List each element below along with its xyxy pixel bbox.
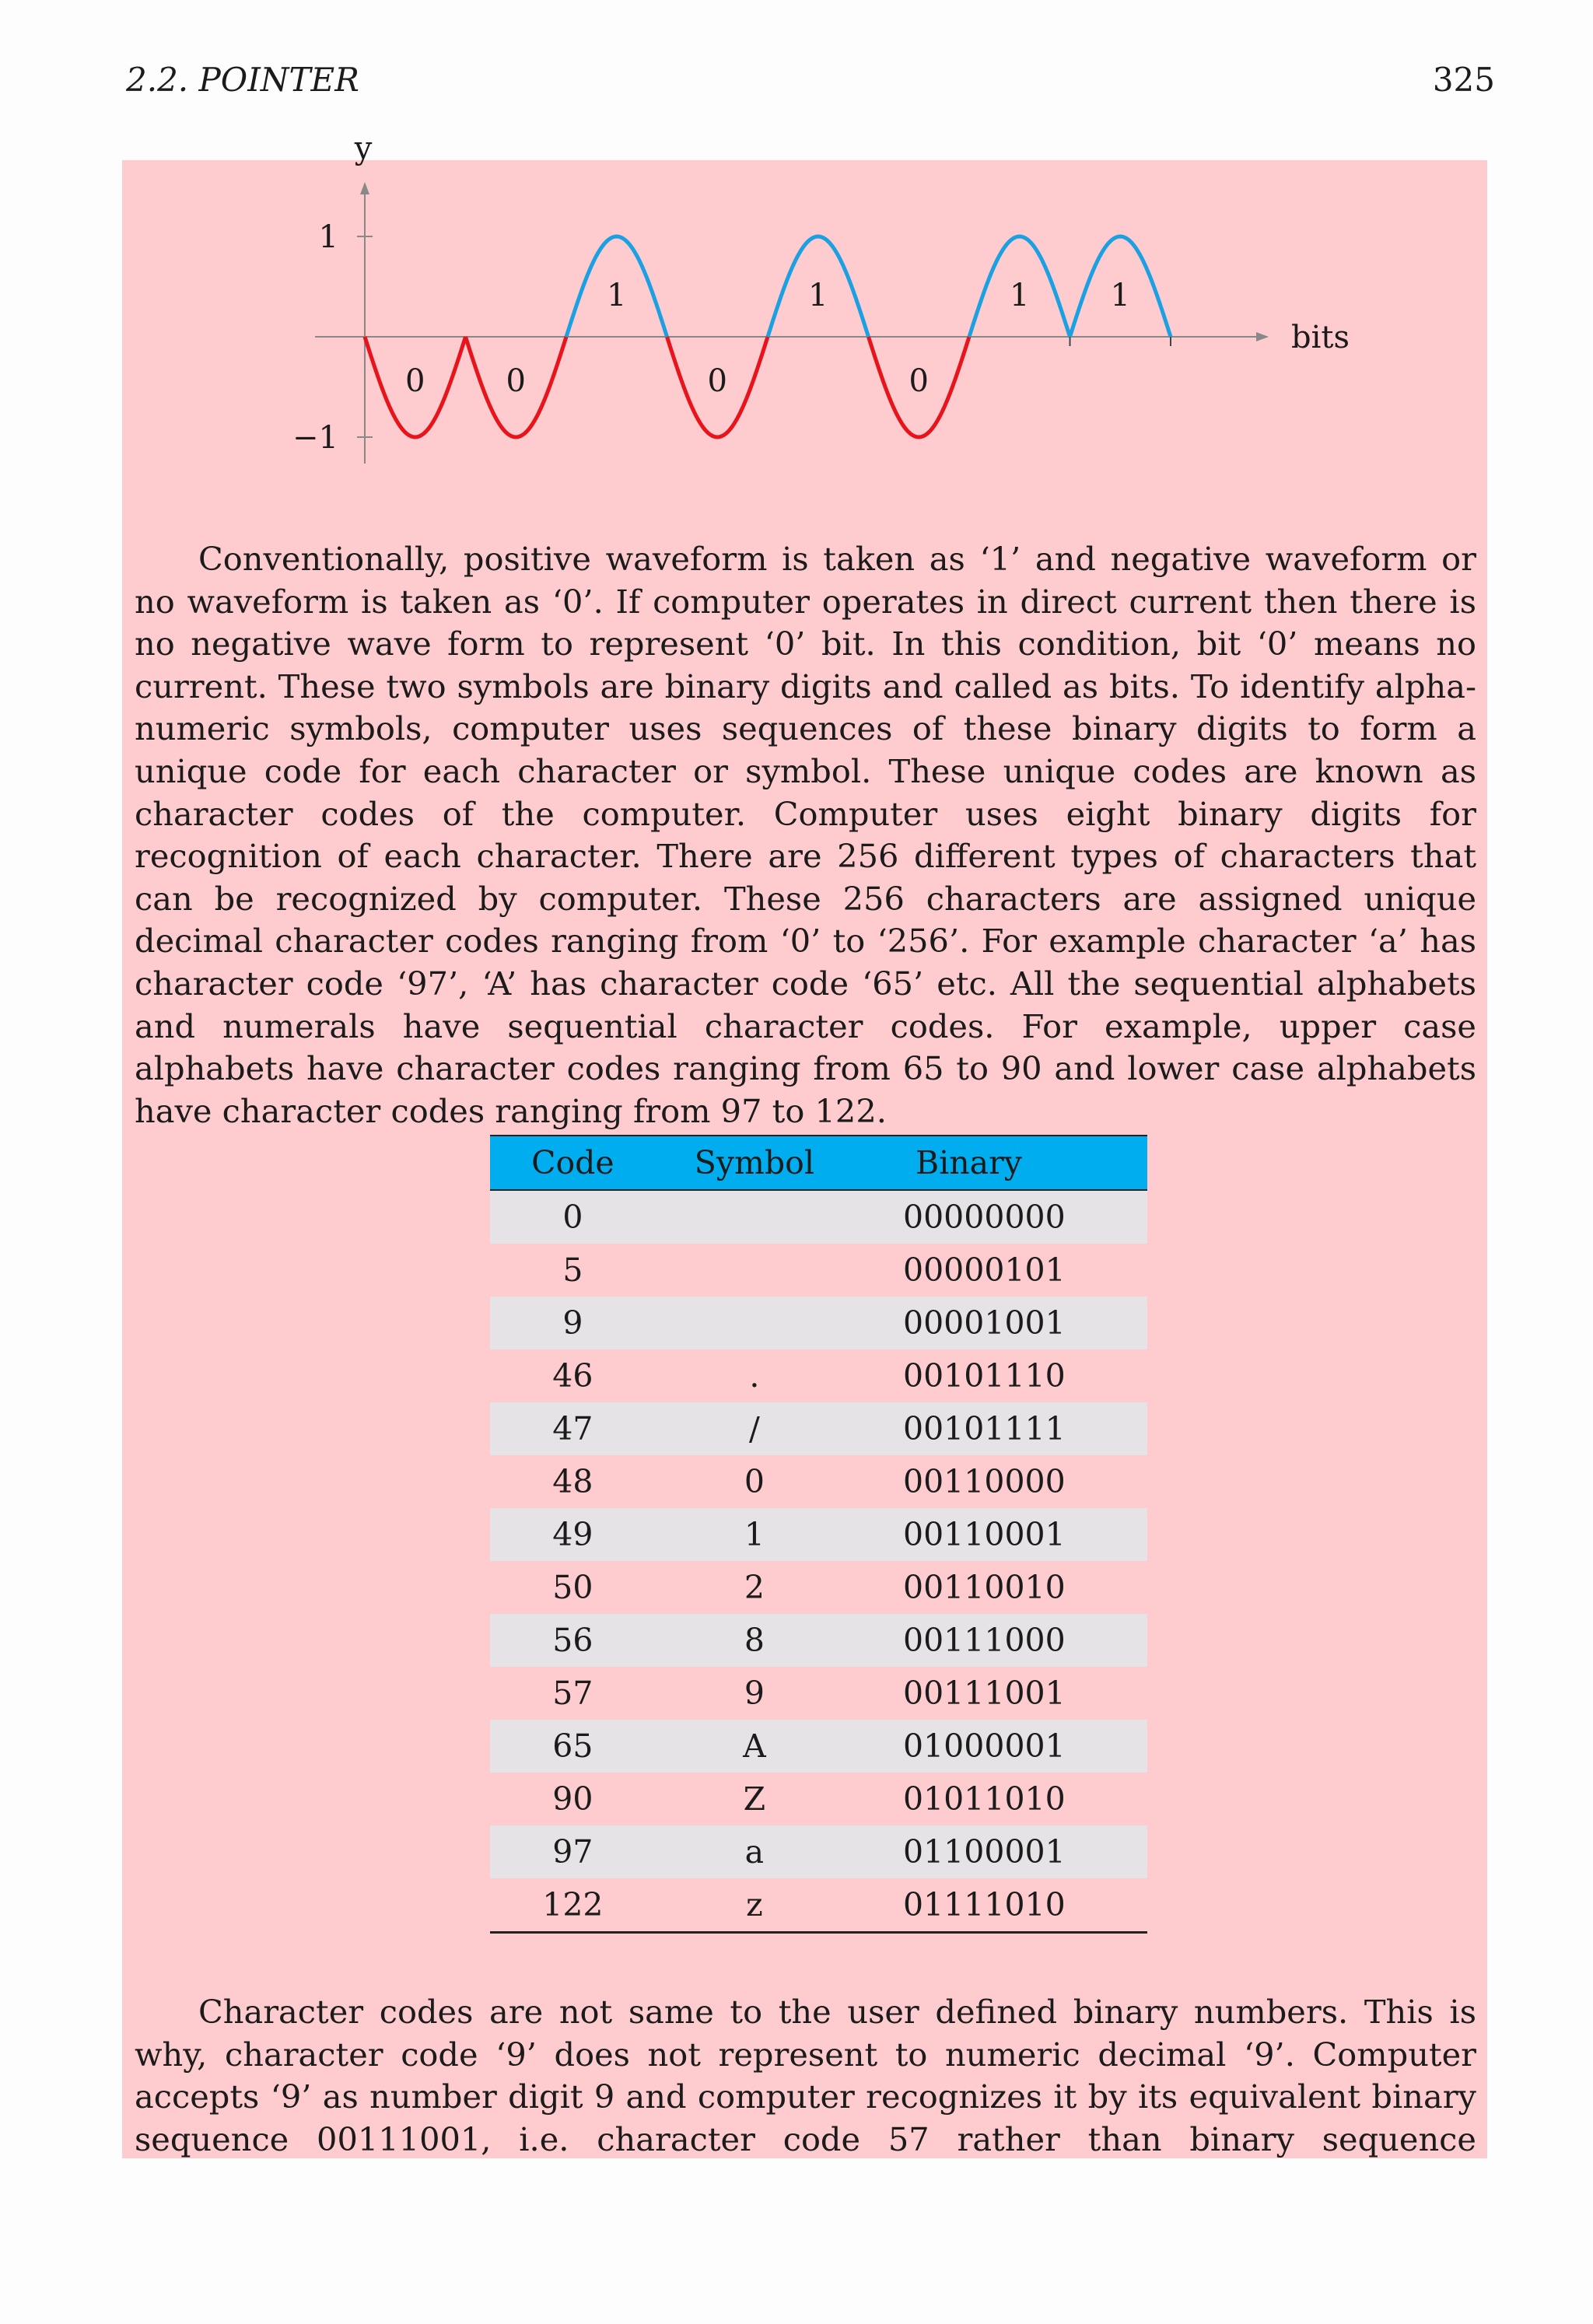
cell-symbol: Z (743, 1780, 766, 1818)
cell-code: 65 (490, 1720, 656, 1773)
cell-code: 57 (552, 1675, 593, 1712)
waveform-chart (122, 131, 1487, 495)
character-code-table (490, 1135, 1147, 1934)
table-row (490, 1455, 1147, 1508)
paragraph-character-codes (135, 538, 1476, 1132)
page-number: 325 (1432, 61, 1495, 99)
column-header-binary: Binary (853, 1136, 1147, 1190)
table-row (490, 1773, 1147, 1825)
cell-binary: 01111010 (853, 1878, 1147, 1933)
cell-binary: 00000000 (853, 1190, 1147, 1244)
table-row (490, 1349, 1147, 1402)
cell-code: 97 (490, 1825, 656, 1878)
bit-label: 0 (506, 363, 526, 399)
table-row (490, 1297, 1147, 1349)
running-header (126, 61, 1495, 107)
cell-symbol: 8 (656, 1614, 853, 1667)
cell-code: 122 (490, 1878, 656, 1933)
cell-binary: 01000001 (853, 1720, 1147, 1773)
table-row (490, 1825, 1147, 1878)
cell-binary: 00111000 (853, 1614, 1147, 1667)
table-row (490, 1244, 1147, 1297)
cell-code: 48 (552, 1463, 593, 1500)
bit-label: 1 (607, 278, 627, 313)
bit-label: 1 (1110, 278, 1130, 313)
cell-code: 50 (552, 1569, 593, 1606)
bit-label: 0 (405, 363, 425, 399)
column-header-symbol: Symbol (656, 1136, 853, 1190)
y-tick-label: 1 (318, 219, 338, 255)
cell-binary: 00001001 (853, 1297, 1147, 1349)
cell-code: 56 (490, 1614, 656, 1667)
cell-symbol: 2 (744, 1569, 765, 1606)
bit-label: 1 (1010, 278, 1030, 313)
cell-code: 90 (552, 1780, 593, 1818)
cell-symbol: 9 (744, 1675, 765, 1712)
character-code-table-wrapper (490, 1135, 1147, 1934)
cell-binary: 00111001 (903, 1675, 1066, 1712)
table-row (490, 1667, 1147, 1720)
bit-label: 0 (707, 363, 727, 399)
y-tick-label: −1 (292, 420, 338, 456)
waveform-figure (122, 131, 1487, 495)
cell-symbol: A (656, 1720, 853, 1773)
content-panel (122, 131, 1487, 2158)
table-row (490, 1508, 1147, 1561)
table-row (490, 1190, 1147, 1244)
cell-symbol: 0 (744, 1463, 765, 1500)
cell-code: 0 (490, 1190, 656, 1244)
table-row (490, 1878, 1147, 1933)
page-bottom-margin (122, 2158, 1487, 2324)
cell-symbol: z (656, 1878, 853, 1933)
cell-binary: 01100001 (853, 1825, 1147, 1878)
cell-symbol (656, 1190, 853, 1244)
cell-symbol (656, 1297, 853, 1349)
cell-code: 49 (490, 1508, 656, 1561)
cell-binary: 00101110 (903, 1357, 1066, 1395)
cell-binary: 00110010 (903, 1569, 1066, 1606)
table-row (490, 1720, 1147, 1773)
table-row (490, 1614, 1147, 1667)
cell-symbol: / (656, 1402, 853, 1455)
section-title: 2.2. POINTER (126, 61, 359, 99)
table-row (490, 1402, 1147, 1455)
cell-symbol (656, 1244, 853, 1297)
table-header-row (490, 1136, 1147, 1190)
x-axis-label: bits (1291, 320, 1350, 355)
y-axis-label: y (354, 131, 373, 166)
cell-binary: 00110000 (903, 1463, 1066, 1500)
cell-code: 5 (562, 1251, 583, 1289)
cell-code: 46 (552, 1357, 593, 1395)
bit-label: 0 (909, 363, 929, 399)
cell-binary: 00101111 (853, 1402, 1147, 1455)
cell-symbol: . (749, 1357, 760, 1395)
cell-code: 9 (490, 1297, 656, 1349)
cell-binary: 01011010 (903, 1780, 1066, 1818)
bit-label: 1 (808, 278, 828, 313)
cell-symbol: 1 (656, 1508, 853, 1561)
table-row (490, 1561, 1147, 1614)
cell-binary: 00110001 (853, 1508, 1147, 1561)
cell-symbol: a (656, 1825, 853, 1878)
cell-code: 47 (490, 1402, 656, 1455)
paragraph-text: Conventionally, positive waveform is taken as ‘1’ and negative waveform or no waveform is taken as ‘0’. If computer operates in direct current then there is no negative wave form to represent ‘0’ bit. In this condition, bit ‘0’ means no current. These two symbols are binary digits and called as bits. To identify alpha-numeric symbols, computer uses sequences of these binary digits to form a unique code for each character or symbol. These unique codes are known as character codes of the computer. Computer uses eight binary digits for recognition of each character. There are 256 different types of characters that can be recognized by computer. These 256 characters are assigned unique decimal character codes ranging from ‘0’ to ‘256’. For example character ‘a’ has character code ‘97’, ‘A’ has character code ‘65’ etc. All the sequential alphabets and numerals have sequential character codes. For example, upper case alphabets have character codes ranging from 65 to 90 and lower case alphabets have character codes ranging from 97 to 122. (135, 540, 1476, 1130)
cell-binary: 00000101 (903, 1251, 1066, 1289)
paragraph-text: Character codes are not same to the user defined binary numbers. This is why, character code ‘9’ does not represent to numeric decimal ‘9’. Computer accepts ‘9’ as number digit 9 and computer recognizes it by its equivalent binary sequence 00111001, i.e. character code 57 rather than binary sequence (135, 1993, 1476, 2158)
column-header-code: Code (490, 1136, 656, 1190)
